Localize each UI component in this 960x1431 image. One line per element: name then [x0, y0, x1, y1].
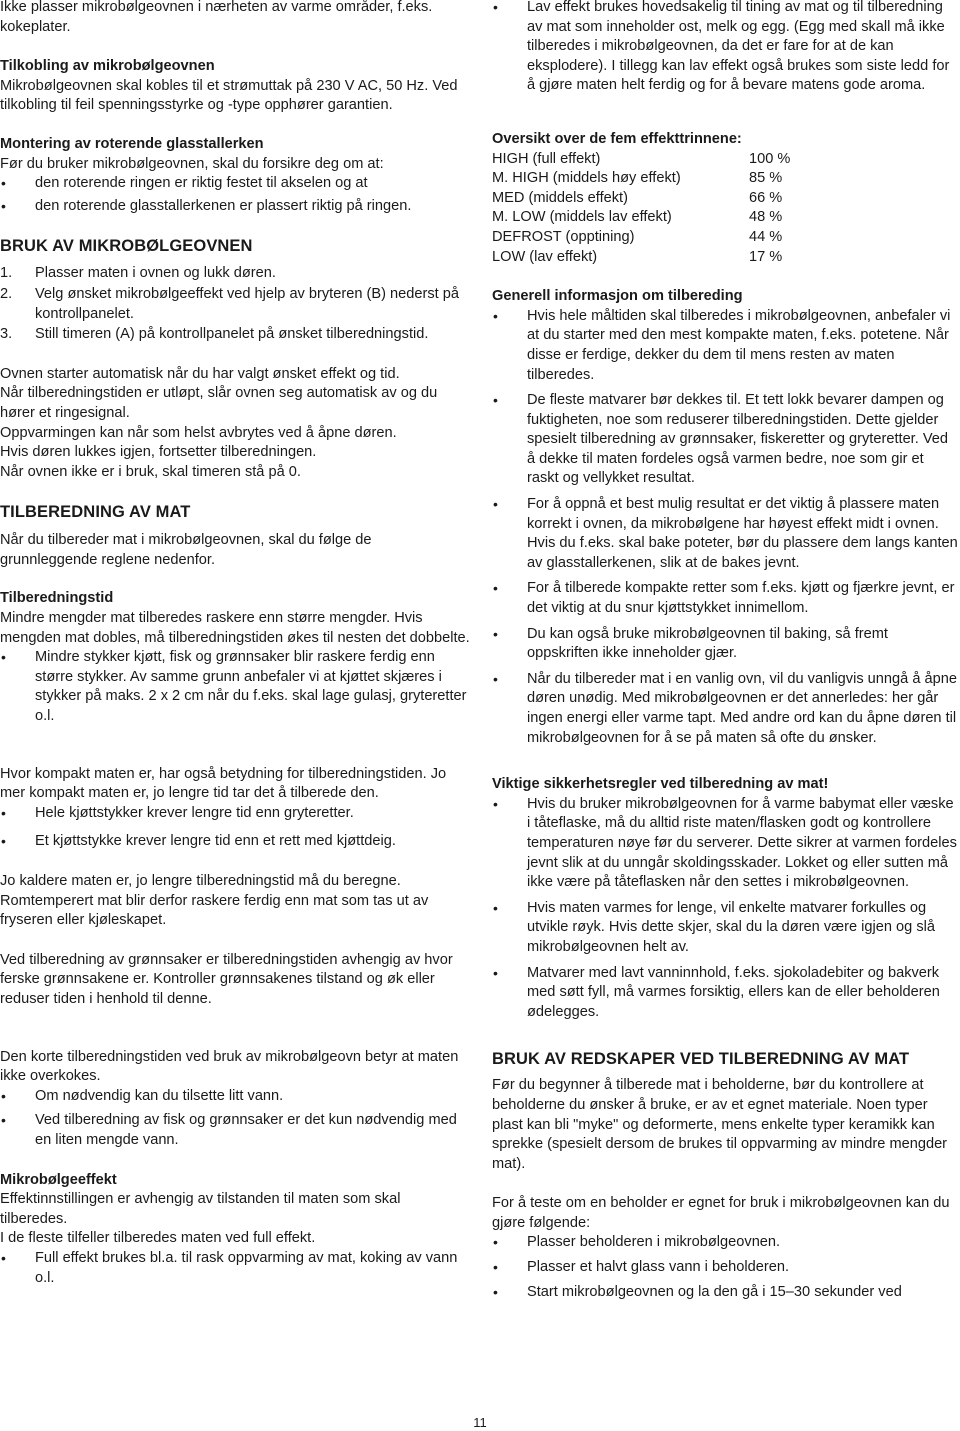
list-item: • Hvis maten varmes for lenge, vil enkelte matvarer forkulles og utvikle røyk. Hvis dette skjer, skal du la døren være igjen og slå mikrobølgeovnen helt av.: [492, 899, 958, 958]
list-item: • For å oppnå et best mulig resultat er det viktig å plassere maten korrekt i ovnen, da mikrobølgene har høyest effekt midt i ovnen. Hvis du f.eks. skal bake poteter, bør du plassere dem langs kanten av glasstallerkenen, slik at de bakes jevnt.: [492, 495, 958, 573]
list-item: • Plasser beholderen i mikrobølgeovnen.: [492, 1233, 958, 1253]
list-item: • Lav effekt brukes hovedsakelig til tining av mat og til tilberedning av mat som inneholder ost, melk og egg. (Egg med skall må ikke tilberedes i mikrobølgeovnen, da det er fare for at de kan eksplodere). I tillegg kan lav effekt også brukes som siste ledd for å gjøre maten helt ferdig og for å bevare matens gode aroma.: [492, 0, 958, 96]
paragraph: Når ovnen ikke er i bruk, skal timeren stå på 0.: [0, 463, 301, 480]
power-level-table: [492, 150, 958, 268]
table-row: M. LOW (middels lav effekt) 48 %: [492, 209, 783, 226]
list-item: 2. Velg ønsket mikrobølgeeffekt ved hjelp av bryteren (B) nederst på kontrollpanelet.: [0, 285, 459, 322]
paragraph: Den korte tilberedningstiden ved bruk av mikrobølgeovn betyr at maten ikke overkokes.: [0, 1048, 459, 1085]
list-item: • De fleste matvarer bør dekkes til. Et tett lokk bevarer dampen og fuktigheten, noe som reduserer tilberedningstiden. Dette gjelder spesielt tilberedning av grønnsaker, fiskeretter og gryteretter. Ved å dekke til maten fordeles også varmen bedre, noe som gir et raskt og vellykket resultat.: [492, 391, 958, 489]
table-row: M. HIGH (middels høy effekt) 85 %: [492, 170, 783, 187]
paragraph: Før du bruker mikrobølgeovnen, skal du forsikre deg om at:: [0, 155, 384, 172]
paragraph: Mikrobølgeovnen skal kobles til et strømuttak på 230 V AC, 50 Hz. Ved tilkobling til feil spenningsstyrke og -type opphører garantien.: [0, 77, 458, 114]
list-item: • Hvis hele måltiden skal tilberedes i mikrobølgeovnen, anbefaler vi at du starter med den mest kompakte maten, f.eks. potetene. Når disse er ferdige, dekker du dem til mens resten av maten tilberedes.: [492, 307, 958, 385]
paragraph: Jo kaldere maten er, jo lengre tilberedningstid må du beregne. Romtemperert mat blir derfor raskere ferdig enn mat som tas ut av fryseren eller kjøleskapet.: [0, 873, 429, 929]
list-item: • den roterende ringen er riktig festet til akselen og at: [0, 174, 470, 194]
list-item: • Start mikrobølgeovnen og la den gå i 15–30 sekunder ved: [492, 1283, 958, 1303]
paragraph: For å teste om en beholder er egnet for bruk i mikrobølgeovnen kan du gjøre følgende:: [492, 1195, 950, 1231]
list-item: • Du kan også bruke mikrobølgeovnen til baking, så fremt oppskriften ikke inneholder gjær.: [492, 625, 958, 664]
list-item: • Når du tilbereder mat i en vanlig ovn, vil du vanligvis unngå å åpne døren unødig. Med mikrobølgeovnen er det annerledes: her går ingen energi eller varme tapt. Med andre ord kan du åpne døren til mikrobølgeovnen for å se på maten så ofte du ønsker.: [492, 670, 958, 748]
page-number: 11: [473, 1415, 487, 1430]
list-item: • den roterende glasstallerkenen er plassert riktig på ringen.: [0, 197, 470, 217]
list-item: • For å tilberede kompakte retter som f.eks. kjøtt og fjærkre jevnt, er det viktig at du snur kjøttstykket innimellom.: [492, 579, 958, 618]
paragraph: Hvor kompakt maten er, har også betydning for tilberedningstiden. Jo mer kompakt maten er, jo lengre tid tar det å tilberede den.: [0, 765, 447, 802]
paragraph: Ved tilberedning av grønnsaker er tilberedningstiden avhengig av hvor ferske grønnsakene er. Kontroller grønnsakenes tilstand og øk eller reduser tiden i henhold til denne.: [0, 951, 453, 1007]
left-column: [0, 0, 470, 1288]
paragraph: Før du begynner å tilberede mat i beholderne, bør du kontrollere at beholderne du ønsker å bruke, er av et egnet materiale. Noen typer plast kan bli "myke" og deformerte, mens enkelte typer keramikk kan sprekke (spesielt dersom de brukes til oppvarming av mindre mengder mat).: [492, 1077, 948, 1172]
list-item: • Plasser et halvt glass vann i beholderen.: [492, 1258, 958, 1278]
paragraph: Når du tilbereder mat i mikrobølgeovnen, skal du følge de grunnleggende reglene nedenfor.: [0, 532, 372, 568]
section-heading-redskaper: BRUK AV REDSKAPER VED TILBEREDNING AV MAT: [492, 1050, 910, 1069]
list-item: • Ved tilberedning av fisk og grønnsaker er det kun nødvendig med en liten mengde vann.: [0, 1111, 470, 1150]
list-item: • Hvis du bruker mikrobølgeovnen for å varme babymat eller væske i tåteflaske, må du alltid riste maten/flasken godt og kontrollere temperaturen nøye før du serverer. Dette sikrer at varmen fordeles jevnt slik at du unngår skoldingsskader. Lokket og eller sutten må ikke være på tåteflasken når den settes i mikrobølgeovnen.: [492, 795, 958, 893]
paragraph: Oppvarmingen kan når som helst avbrytes ved å åpne døren.: [0, 424, 397, 441]
list-item: • Mindre stykker kjøtt, fisk og grønnsaker blir raskere ferdig enn større stykker. Av samme grunn anbefaler vi at kjøttet skjæres i stykker på maks. 2 x 2 cm når du f.eks. skal lage gulasj, gryteretter o.l.: [0, 648, 470, 726]
section-heading-tilkobling: Tilkobling av mikrobølgeovnen: [0, 58, 215, 75]
paragraph: I de fleste tilfeller tilberedes maten ved full effekt.: [0, 1230, 316, 1247]
table-row: LOW (lav effekt) 17 %: [492, 248, 783, 265]
section-heading-tilberedning: TILBEREDNING AV MAT: [0, 503, 191, 522]
paragraph: Når tilberedningstiden er utløpt, slår ovnen seg automatisk av og du hører et ringesignal.: [0, 385, 438, 421]
section-heading-generell: Generell informasjon om tilbereding: [492, 288, 743, 305]
list-item: 1. Plasser maten i ovnen og lukk døren.: [0, 265, 276, 282]
section-heading-oversikt: Oversikt over de fem effekttrinnene:: [492, 130, 742, 147]
paragraph: Mindre mengder mat tilberedes raskere enn større mengder. Hvis mengden mat dobles, må tilberedningstiden økes til nesten det dobbelte.: [0, 610, 470, 646]
table-row: HIGH (full effekt) 100 %: [492, 150, 791, 167]
section-heading-montering: Montering av roterende glasstallerken: [0, 135, 264, 152]
table-row: MED (middels effekt) 66 %: [492, 189, 783, 206]
list-item: 3. Still timeren (A) på kontrollpanelet på ønsket tilberedningstid.: [0, 326, 429, 343]
paragraph: Ovnen starter automatisk når du har valgt ønsket effekt og tid.: [0, 365, 400, 382]
list-item: • Et kjøttstykke krever lengre tid enn et rett med kjøttdeig.: [0, 832, 470, 852]
table-row: DEFROST (opptining) 44 %: [492, 228, 783, 245]
list-item: • Matvarer med lavt vanninnhold, f.eks. sjokoladebiter og bakverk med søtt fyll, må varmes forsiktig, ellers kan de eller beholderen ødelegges.: [492, 964, 958, 1023]
paragraph: Hvis døren lukkes igjen, fortsetter tilberedningen.: [0, 444, 317, 461]
section-heading-effekt: Mikrobølgeeffekt: [0, 1171, 117, 1188]
intro-continued: Ikke plasser mikrobølgeovnen i nærheten av varme områder, f.eks. kokeplater.: [0, 0, 433, 35]
section-heading-sikkerhet: Viktige sikkerhetsregler ved tilberedning av mat!: [492, 776, 829, 793]
section-heading-bruk: BRUK AV MIKROBØLGEOVNEN: [0, 237, 253, 256]
section-heading-tid: Tilberedningstid: [0, 590, 114, 607]
paragraph: Effektinnstillingen er avhengig av tilstanden til maten som skal tilberedes.: [0, 1191, 401, 1227]
list-item: • Om nødvendig kan du tilsette litt vann.: [0, 1087, 470, 1107]
list-item: • Hele kjøttstykker krever lengre tid enn gryteretter.: [0, 804, 470, 824]
list-item: • Full effekt brukes bl.a. til rask oppvarming av mat, koking av vann o.l.: [0, 1249, 470, 1288]
right-column: [492, 0, 958, 1302]
